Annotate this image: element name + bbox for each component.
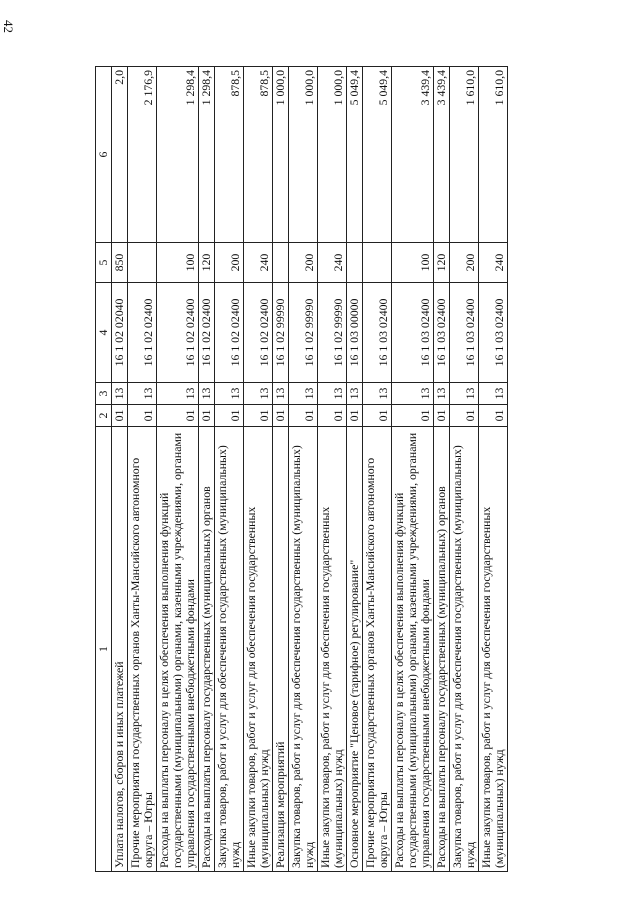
table-row bbox=[244, 67, 273, 872]
cell-c5 bbox=[363, 243, 392, 283]
table-row bbox=[112, 67, 128, 872]
cell-name: Иные закупки товаров, работ и услуг для обеспечения государственных (муниципальных) нужд bbox=[479, 427, 508, 872]
cell-c3: 13 bbox=[128, 383, 157, 405]
cell-c4: 16 1 02 02400 bbox=[128, 283, 157, 383]
table-row bbox=[157, 67, 199, 872]
cell-c2: 01 bbox=[128, 405, 157, 427]
cell-c6: 1 610,0 bbox=[450, 67, 479, 243]
cell-c2: 01 bbox=[199, 405, 215, 427]
cell-c4: 16 1 03 00000 bbox=[347, 283, 363, 383]
cell-name: Закупка товаров, работ и услуг для обеспечения государственных (муниципальных) нужд bbox=[289, 427, 318, 872]
cell-c3: 13 bbox=[318, 383, 347, 405]
cell-name: Прочие мероприятия государственных органов Ханты-Мансийского автономного округа – Югры bbox=[363, 427, 392, 872]
cell-c3: 13 bbox=[289, 383, 318, 405]
table-row bbox=[347, 67, 363, 872]
cell-name: Уплата налогов, сборов и иных платежей bbox=[112, 427, 128, 872]
cell-c4: 16 1 02 99990 bbox=[318, 283, 347, 383]
table-row bbox=[199, 67, 215, 872]
cell-c5: 100 bbox=[392, 243, 434, 283]
cell-c4: 16 1 02 99990 bbox=[289, 283, 318, 383]
cell-c3: 13 bbox=[199, 383, 215, 405]
cell-c4: 16 1 03 02400 bbox=[479, 283, 508, 383]
table-row bbox=[392, 67, 434, 872]
cell-c2: 01 bbox=[244, 405, 273, 427]
cell-c6: 2,0 bbox=[112, 67, 128, 243]
col-header: 3 bbox=[96, 383, 112, 405]
cell-name: Расходы на выплаты персоналу в целях обеспечения выполнения функций государственными (муниципальными) органами, казенными учреждениями, органами управления государственными внебюджетными фондами bbox=[157, 427, 199, 872]
cell-c2: 01 bbox=[112, 405, 128, 427]
cell-name: Иные закупки товаров, работ и услуг для обеспечения государственных (муниципальных) нужд bbox=[318, 427, 347, 872]
cell-name: Расходы на выплаты персоналу государственных (муниципальных) органов bbox=[199, 427, 215, 872]
table-row bbox=[318, 67, 347, 872]
cell-c6: 1 610,0 bbox=[479, 67, 508, 243]
cell-name: Основное мероприятие "Ценовое (тарифное) регулирование" bbox=[347, 427, 363, 872]
cell-c4: 16 1 03 02400 bbox=[450, 283, 479, 383]
table-row bbox=[479, 67, 508, 872]
cell-c3: 13 bbox=[450, 383, 479, 405]
col-header: 6 bbox=[96, 67, 112, 243]
cell-c5: 120 bbox=[199, 243, 215, 283]
col-header: 4 bbox=[96, 283, 112, 383]
rotated-table-container bbox=[95, 67, 585, 872]
cell-c2: 01 bbox=[347, 405, 363, 427]
cell-c6: 1 000,0 bbox=[273, 67, 289, 243]
cell-c6: 1 000,0 bbox=[289, 67, 318, 243]
cell-c4: 16 1 02 02400 bbox=[215, 283, 244, 383]
cell-name: Закупка товаров, работ и услуг для обеспечения государственных (муниципальных) нужд bbox=[450, 427, 479, 872]
cell-c6: 3 439,4 bbox=[434, 67, 450, 243]
cell-c6: 878,5 bbox=[244, 67, 273, 243]
cell-c5: 200 bbox=[289, 243, 318, 283]
cell-c5: 200 bbox=[450, 243, 479, 283]
cell-c6: 2 176,9 bbox=[128, 67, 157, 243]
cell-c5 bbox=[273, 243, 289, 283]
col-header: 1 bbox=[96, 427, 112, 872]
cell-c2: 01 bbox=[392, 405, 434, 427]
page-number: 42 bbox=[1, 20, 16, 33]
cell-c3: 13 bbox=[347, 383, 363, 405]
cell-c2: 01 bbox=[289, 405, 318, 427]
cell-name: Прочие мероприятия государственных органов Ханты-Мансийского автономного округа – Югры bbox=[128, 427, 157, 872]
budget-table bbox=[95, 66, 508, 872]
cell-c6: 1 000,0 bbox=[318, 67, 347, 243]
table-row bbox=[128, 67, 157, 872]
cell-c4: 16 1 03 02400 bbox=[392, 283, 434, 383]
cell-c4: 16 1 02 99990 bbox=[273, 283, 289, 383]
cell-c5: 120 bbox=[434, 243, 450, 283]
col-header: 2 bbox=[96, 405, 112, 427]
cell-c2: 01 bbox=[450, 405, 479, 427]
cell-c3: 13 bbox=[244, 383, 273, 405]
cell-c2: 01 bbox=[363, 405, 392, 427]
cell-c5: 850 bbox=[112, 243, 128, 283]
cell-name: Расходы на выплаты персоналу государственных (муниципальных) органов bbox=[434, 427, 450, 872]
cell-c5 bbox=[347, 243, 363, 283]
cell-name: Расходы на выплаты персоналу в целях обеспечения выполнения функций государственными (муниципальными) органами, казенными учреждениями, органами управления государственными внебюджетными фондами bbox=[392, 427, 434, 872]
cell-name: Закупка товаров, работ и услуг для обеспечения государственных (муниципальных) нужд bbox=[215, 427, 244, 872]
table-row bbox=[273, 67, 289, 872]
cell-c6: 3 439,4 bbox=[392, 67, 434, 243]
cell-c5: 240 bbox=[479, 243, 508, 283]
cell-name: Иные закупки товаров, работ и услуг для обеспечения государственных (муниципальных) нужд bbox=[244, 427, 273, 872]
cell-c5: 100 bbox=[157, 243, 199, 283]
cell-c6: 1 298,4 bbox=[157, 67, 199, 243]
cell-c2: 01 bbox=[479, 405, 508, 427]
cell-c2: 01 bbox=[157, 405, 199, 427]
cell-c4: 16 1 02 02400 bbox=[199, 283, 215, 383]
cell-c3: 13 bbox=[363, 383, 392, 405]
table-row bbox=[215, 67, 244, 872]
cell-c5: 240 bbox=[244, 243, 273, 283]
table-header-row bbox=[96, 67, 112, 872]
cell-c6: 878,5 bbox=[215, 67, 244, 243]
cell-c3: 13 bbox=[434, 383, 450, 405]
cell-c4: 16 1 02 02040 bbox=[112, 283, 128, 383]
cell-c4: 16 1 02 02400 bbox=[157, 283, 199, 383]
cell-c3: 13 bbox=[273, 383, 289, 405]
table-row bbox=[450, 67, 479, 872]
cell-c4: 16 1 02 02400 bbox=[244, 283, 273, 383]
cell-c3: 13 bbox=[215, 383, 244, 405]
cell-c2: 01 bbox=[215, 405, 244, 427]
cell-c2: 01 bbox=[318, 405, 347, 427]
cell-c5 bbox=[128, 243, 157, 283]
cell-c3: 13 bbox=[157, 383, 199, 405]
cell-c6: 5 049,4 bbox=[347, 67, 363, 243]
cell-c4: 16 1 03 02400 bbox=[434, 283, 450, 383]
table-row bbox=[363, 67, 392, 872]
table-row bbox=[289, 67, 318, 872]
cell-c4: 16 1 03 02400 bbox=[363, 283, 392, 383]
table-row bbox=[434, 67, 450, 872]
cell-c3: 13 bbox=[112, 383, 128, 405]
col-header: 5 bbox=[96, 243, 112, 283]
cell-c5: 200 bbox=[215, 243, 244, 283]
cell-c6: 5 049,4 bbox=[363, 67, 392, 243]
cell-c3: 13 bbox=[392, 383, 434, 405]
table-body bbox=[112, 67, 508, 872]
cell-c6: 1 298,4 bbox=[199, 67, 215, 243]
cell-c3: 13 bbox=[479, 383, 508, 405]
cell-c5: 240 bbox=[318, 243, 347, 283]
cell-c2: 01 bbox=[273, 405, 289, 427]
cell-c2: 01 bbox=[434, 405, 450, 427]
cell-name: Реализация мероприятий bbox=[273, 427, 289, 872]
